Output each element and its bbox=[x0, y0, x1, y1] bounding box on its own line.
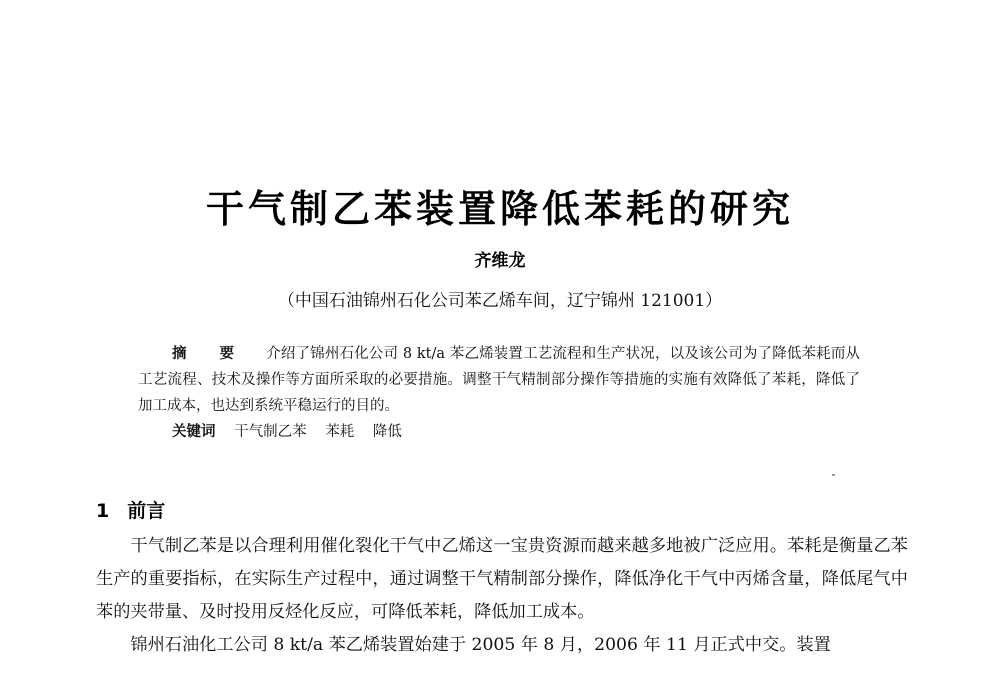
affiliation: （中国石油锦州石化公司苯乙烯车间，辽宁锦州 121001） bbox=[277, 291, 723, 311]
author-name: 齐维龙 bbox=[474, 251, 526, 271]
paper-title: 干气制乙苯装置降低苯耗的研究 bbox=[205, 187, 794, 231]
section-body bbox=[96, 530, 908, 662]
abstract-block bbox=[138, 341, 860, 445]
keyword: 降低 bbox=[372, 424, 402, 440]
section-heading bbox=[96, 496, 165, 523]
keywords-label: 关键词 bbox=[172, 424, 216, 440]
section-title: 前言 bbox=[127, 500, 166, 522]
body-paragraph: 干气制乙苯是以合理利用催化裂化干气中乙烯这一宝贵资源而越来越多地被广泛应用。苯耗是衡量乙苯生产的重要指标，在实际生产过程中，通过调整干气精制部分操作，降低净化干气中丙烯含量，降低尾气中苯的夹带量、及时投用反烃化反应，可降低苯耗，降低加工成本。 bbox=[96, 536, 908, 622]
keyword: 干气制乙苯 bbox=[234, 424, 307, 440]
scan-speck bbox=[832, 474, 835, 476]
body-paragraph: 锦州石油化工公司 8 kt/a 苯乙烯装置始建于 2005 年 8 月，2006 年 11 月正式中交。装置 bbox=[130, 635, 831, 655]
keyword: 苯耗 bbox=[325, 424, 355, 440]
abstract-paragraph bbox=[138, 341, 860, 419]
keywords-row bbox=[172, 419, 860, 445]
abstract-text: 介绍了锦州石化公司 8 kt/a 苯乙烯装置工艺流程和生产状况，以及该公司为了降低苯耗而从工艺流程、技术及操作等方面所采取的必要措施。调整干气精制部分操作等措施的实施有效降低了苯耗，降低了加工成本，也达到系统平稳运行的目的。 bbox=[138, 346, 860, 414]
section-number: 1 bbox=[96, 500, 110, 522]
abstract-label: 摘 要 bbox=[172, 346, 249, 362]
